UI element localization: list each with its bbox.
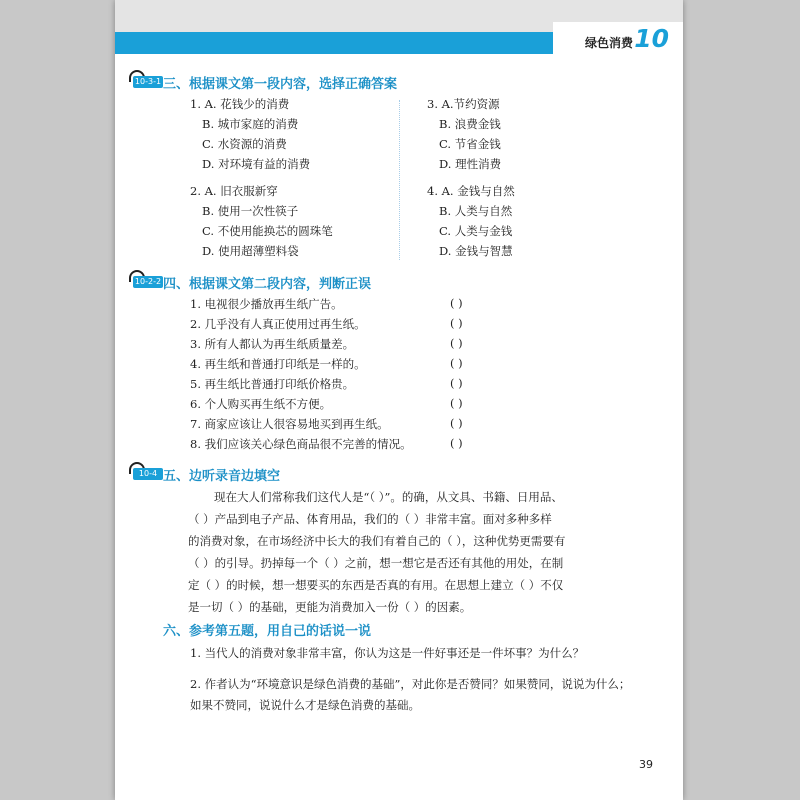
chapter-title: 绿色消费 xyxy=(584,36,633,50)
tf-answer-6[interactable]: ( ) xyxy=(450,396,463,410)
q3-option-a: 3. A.节约资源 xyxy=(427,97,500,111)
tf-item-5: 5. 再生纸比普通打印纸价格贵。 xyxy=(190,377,355,391)
section-6-title: 六、参考第五题，用自己的话说一说 xyxy=(163,624,372,639)
tf-answer-7[interactable]: ( ) xyxy=(450,416,463,430)
q4-option-b: B. 人类与自然 xyxy=(439,204,513,218)
q2-option-c: C. 不使用能换芯的圆珠笔 xyxy=(202,224,333,238)
q1-option-c: C. 水资源的消费 xyxy=(202,137,287,151)
q4-option-d: D. 金钱与智慧 xyxy=(439,244,513,258)
tf-answer-2[interactable]: ( ) xyxy=(450,316,463,330)
tf-answer-4[interactable]: ( ) xyxy=(450,356,463,370)
q1-option-d: D. 对环境有益的消费 xyxy=(202,157,311,171)
q3-option-d: D. 理性消费 xyxy=(439,157,502,171)
fill-blank-line-2: （ ）产品到电子产品、体育用品，我们的（ ）非常丰富。面对多种多样 xyxy=(188,512,552,526)
q1-option-b: B. 城市家庭的消费 xyxy=(202,117,299,131)
column-divider xyxy=(399,100,400,260)
tf-answer-3[interactable]: ( ) xyxy=(450,336,463,350)
tf-answer-1[interactable]: ( ) xyxy=(450,296,463,310)
section-5-title: 五、边听录音边填空 xyxy=(163,469,281,484)
chapter-number: 10 xyxy=(634,24,669,53)
q2-option-d: D. 使用超薄塑料袋 xyxy=(202,244,299,258)
tf-answer-8[interactable]: ( ) xyxy=(450,436,463,450)
discussion-question-2-cont: 如果不赞同，说说什么才是绿色消费的基础。 xyxy=(190,698,420,712)
tf-item-3: 3. 所有人都认为再生纸质量差。 xyxy=(190,337,355,351)
tf-item-7: 7. 商家应该让人很容易地买到再生纸。 xyxy=(190,417,389,431)
q3-option-c: C. 节省金钱 xyxy=(439,137,501,151)
q3-option-b: B. 浪费金钱 xyxy=(439,117,501,131)
tf-answer-5[interactable]: ( ) xyxy=(450,376,463,390)
tf-item-6: 6. 个人购买再生纸不方便。 xyxy=(190,397,332,411)
fill-blank-line-6: 是一切（ ）的基础，更能为消费加入一份（ ）的因素。 xyxy=(188,600,472,614)
tf-item-2: 2. 几乎没有人真正使用过再生纸。 xyxy=(190,317,366,331)
q4-option-c: C. 人类与金钱 xyxy=(439,224,513,238)
audio-track-badge[interactable]: 10-4 xyxy=(133,468,163,480)
fill-blank-line-5: 定（ ）的时候，想一想要买的东西是否真的有用。在思想上建立（ ）不仅 xyxy=(188,578,564,592)
audio-track-badge[interactable]: 10-3-1 xyxy=(134,77,162,86)
discussion-question-1: 1. 当代人的消费对象非常丰富，你认为这是一件好事还是一件坏事？为什么？ xyxy=(190,646,585,660)
tf-item-8: 8. 我们应该关心绿色商品很不完善的情况。 xyxy=(190,437,412,451)
q4-option-a: 4. A. 金钱与自然 xyxy=(427,184,515,198)
q2-option-a: 2. A. 旧衣服新穿 xyxy=(190,184,278,198)
page-number: 39 xyxy=(639,758,653,771)
q2-option-b: B. 使用一次性筷子 xyxy=(202,204,299,218)
fill-blank-line-3: 的消费对象，在市场经济中长大的我们有着自己的（ ），这种优势更需要有 xyxy=(188,534,566,548)
tf-item-4: 4. 再生纸和普通打印纸是一样的。 xyxy=(190,357,366,371)
discussion-question-2: 2. 作者认为“环境意识是绿色消费的基础”，对此你是否赞同？如果赞同，说说为什么； xyxy=(190,677,631,691)
q1-option-a: 1. A. 花钱少的消费 xyxy=(190,97,290,111)
fill-blank-line-1: 现在大人们常称我们这代人是“（ ）”。的确，从文具、书籍、日用品、 xyxy=(214,490,563,504)
fill-blank-line-4: （ ）的引导。扔掉每一个（ ）之前，想一想它是否还有其他的用处，在制 xyxy=(188,556,564,570)
section-4-title: 四、根据课文第二段内容，判断正误 xyxy=(163,277,372,292)
section-3-title: 三、根据课文第一段内容，选择正确答案 xyxy=(163,77,398,92)
audio-track-badge[interactable]: 10-2-2 xyxy=(134,277,162,286)
textbook-page xyxy=(115,0,683,800)
tf-item-1: 1. 电视很少播放再生纸广告。 xyxy=(190,297,343,311)
